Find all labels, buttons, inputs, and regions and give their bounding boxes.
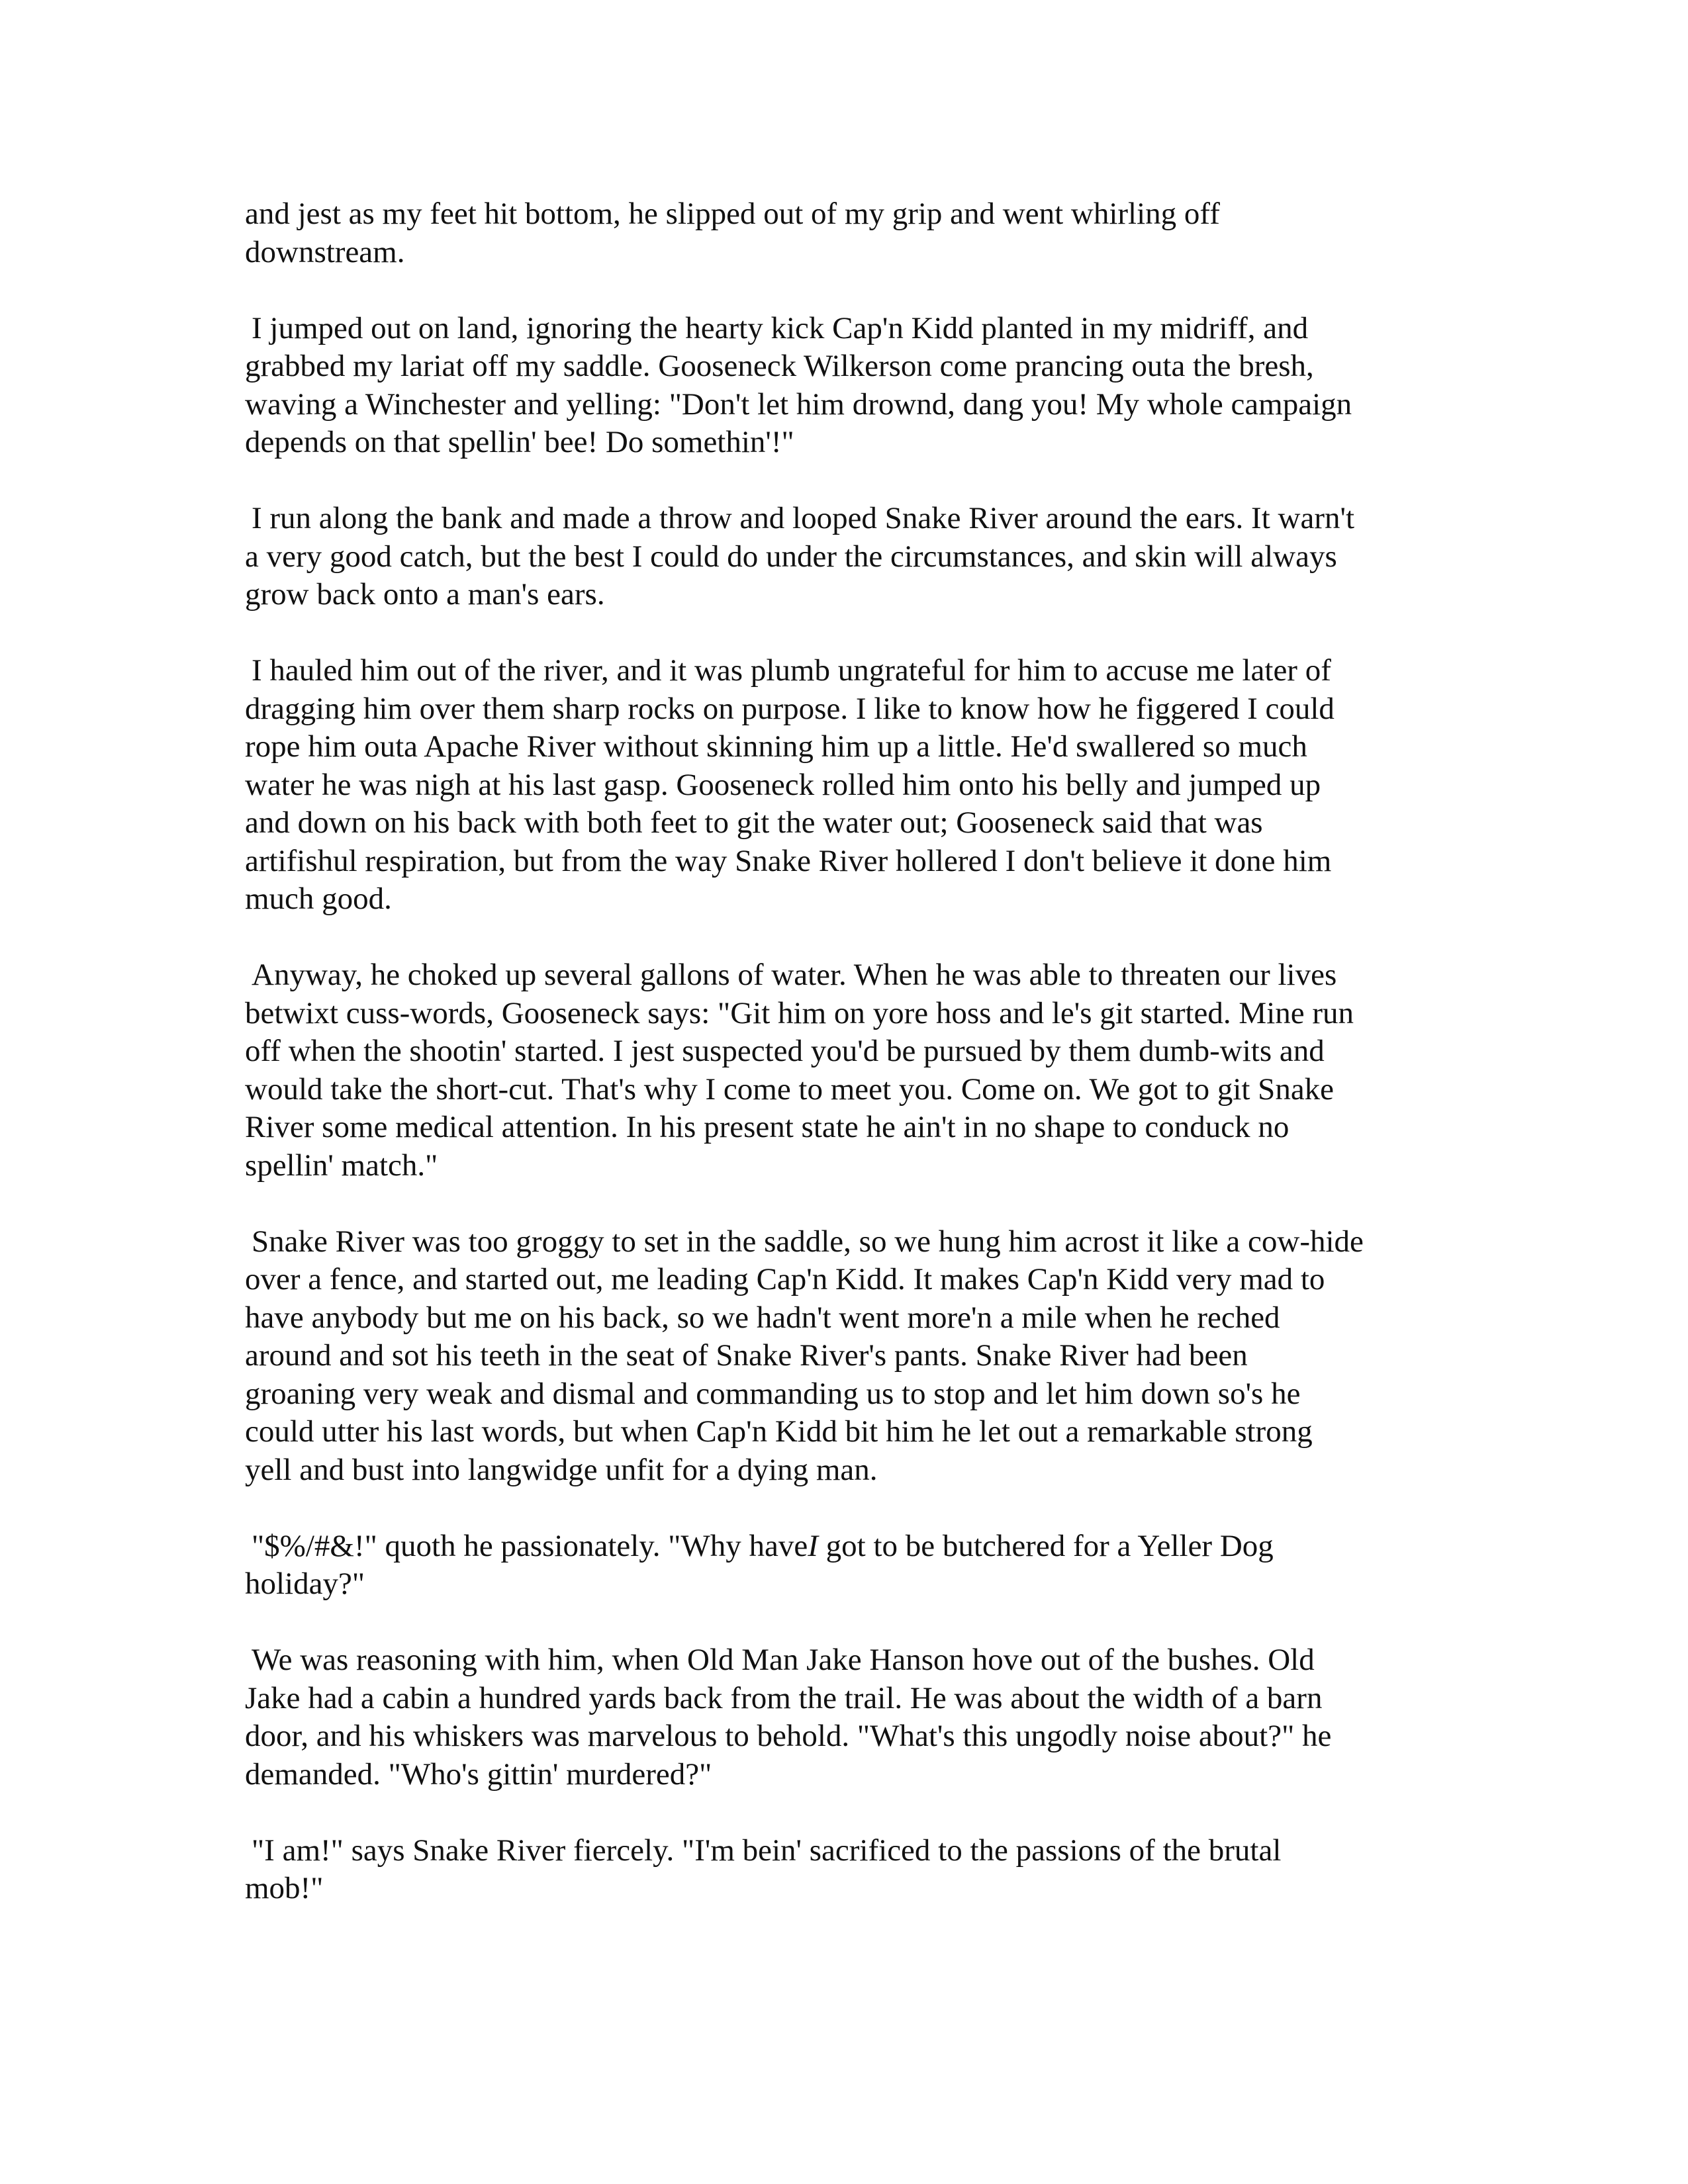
quote-text-before: "$%/#&!" quoth he passionately. "Why have [252,1528,808,1563]
paragraph-quote [245,1527,1450,1604]
paragraph: "I am!" says Snake River fiercely. "I'm bein' sacrificed to the passions of the brutal mob!" [245,1833,1282,1905]
paragraph: and jest as my feet hit bottom, he slipped out of my grip and went whirling off downstream. [245,197,1220,269]
paragraph: I run along the bank and made a throw and looped Snake River around the ears. It warn't a very good catch, but the best I could do under the circumstances, and skin will always grow back onto a man's ears. [245,501,1354,612]
paragraph: I hauled him out of the river, and it was plumb ungrateful for him to accuse me later of dragging him over them sharp rocks on purpose. I like to know how he figgered I could rope him outa Apache River without skinning him up a little. He'd swallered so much water he was nigh at his last gasp. Gooseneck rolled him onto his belly and jumped up and down on his back with both feet to git the water out; Gooseneck said that was artifishul respiration, but from the way Snake River hollered I don't believe it done him much good. [245,653,1335,916]
paragraph: Anyway, he choked up several gallons of water. When he was able to threaten our lives betwixt cuss-words, Gooseneck says: "Git him on yore hoss and le's git started. Mine run off when the shootin' started. I jest suspected you'd be pursued by them dumb-wits and would take the short-cut. That's why I come to meet you. Come on. We got to git Snake River some medical attention. In his present state he ain't in no shape to conduck no spellin' match." [245,958,1354,1183]
paragraph: Snake River was too groggy to set in the saddle, so we hung him acrost it like a cow-hide over a fence, and started out, me leading Cap'n Kidd. It makes Cap'n Kidd very mad to have anybody but me on his back, so we hadn't went more'n a mile when he reched around and sot his teeth in the seat of Snake River's pants. Snake River had been groaning very weak and dismal and commanding us to stop and let him down so's he could utter his last words, but when Cap'n Kidd bit him he let out a remarkable strong yell and bust into langwidge unfit for a dying man. [245,1224,1364,1487]
document-page [245,195,1450,1946]
paragraph: I jumped out on land, ignoring the hearty kick Cap'n Kidd planted in my midriff, and grabbed my lariat off my saddle. Gooseneck Wilkerson come prancing outa the bresh, waving a Winchester and yelling: "Don't let him drownd, dang you! My whole campaign depends on that spellin' bee! Do somethin'!" [245,310,1352,459]
paragraph: We was reasoning with him, when Old Man Jake Hanson hove out of the bushes. Old Jake had a cabin a hundred yards back from the trail. He was about the width of a barn door, and his whiskers was marvelous to behold. "What's this ungodly noise about?" he demanded. "Who's gittin' murdered?" [245,1643,1332,1792]
quote-emphasis: I [808,1528,818,1563]
quote-text-after: got to be butchered for a Yeller Dog holiday?" [245,1528,1274,1601]
